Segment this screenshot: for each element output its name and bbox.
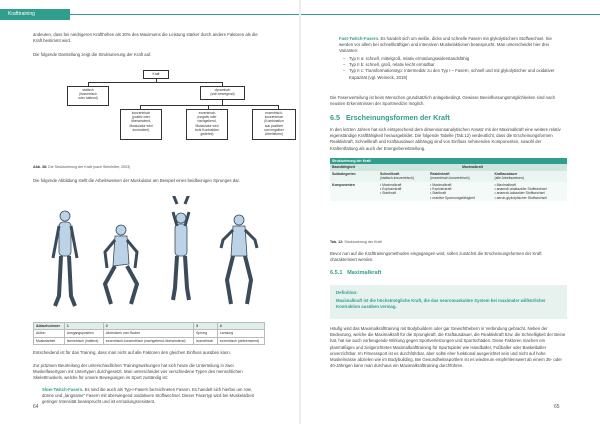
paragraph-max-strength: Häufig wird das Maximalkrafttraining mit Bodybuildern oder gar Gewichthebern in Verbindung gebracht. Neben der Bedeutung, welche die Maximalkraft für die Sprungkraft, die Kraftausdauer, die Reaktivkraft bzw. die Schnelligkeit der Beine hat, hat sie auch vorbeugende Wirkung gegen Sportverletzungen und Sportschäden. Diese Faktoren machen ein planmäßiges und zielgerichtetes Maximalkrafttraining für Sportspieler wie Handballer, Fußballer oder Basketballer unverzichtbar. Im Fitnesssport ist es durchführbar, aber sollte eher funktional ausgerichtet sein und nicht auf hohe Muskelmasse abzielen wie im Bodybuilding. Bei Gesundheitssportlern ist es wiederum empfehlenswert ab einem 35- oder 40-Jährigen kann man durchaus ein Maximalkrafttraining durchführen. [330,326,566,369]
diagram-node-dynamic: dynamisch (sich bewegend) [200,86,245,100]
table-cell: • Maximalkraft • Explosivkraft • Startkraft [378,182,428,202]
paragraph-fiber-types: Zur präzisen Beurteilung der unterschiedlichen Trainingswirkungen hat sich heute die Unterteilung in zwei Muskelfasertypen mit Untertypen durchgesetzt. Man unterscheidet vier verschiedene Typen des menschlichen Skelettmuskels, welche für unsere Bewegungen im Sport zuständig ist: [33,363,243,381]
table-header: 2 [103,323,193,330]
table-cell: exzentrisch-konzentrisch (nachgebend-überwindend) [103,337,193,344]
paragraph-before-subsection: Bevor nun auf die Krafttrainingsmethoden eingegangen wird, sollen zunächst die Erscheinungsformen der Kraft charakterisiert werden. [330,251,542,263]
figure-push-off [105,225,137,304]
diagram-node-eccentric: exzentrisch (negativ oder nachgebend, Muskulatur wird trotz Kontraktion gedehnt) [186,109,228,140]
table-cell: Reaktivkraft (exzentrisch-konzentrisch) [428,171,492,182]
table-caption-12: Tab. 12: Strukturierung der Kraft [330,240,382,244]
subsection-heading: 6.5.1 Maximalkraft [330,270,382,276]
jump-phase-table [33,322,265,345]
table-cell: exzentrisch (abbremsend) [217,337,264,344]
table-header: 1 [64,323,103,330]
diagram-node-eccentric-concentric: exzentrisch- konzentrisch (Kombination aus positiver und negativer Arbeitsform) [252,109,296,140]
page-number-left: 64 [33,404,39,410]
fast-twitch-subtypes [343,56,567,81]
definition-text: Maximalkraft ist die höchstmögliche Kraft, die das neuromuskuläre System bei maximaler willkürlicher Kontraktion ausüben vermag. [336,298,546,310]
running-head-rule [70,14,299,15]
paragraph-intro: andeuten, dass bei niedrigeren Krafthöhen als 30% des Maximums die Leistung stärker durch andere Faktoren als die Kraft bestimmt wird. [33,32,258,44]
list-item: – Typ II a: schnell, mittelgroß, relativ ermüdungswiderstandsfähig [343,56,567,62]
table-header: Basisfähigkeit [330,164,378,170]
table-header: Maximalkraft [378,164,567,170]
figure-jump [173,196,189,300]
figure-landing [221,215,257,304]
table-row [330,171,567,182]
table-header: 3 [194,323,218,330]
table-cell: isometrisch (haltend) [64,337,103,344]
page-number-right: 65 [554,404,560,410]
table-title: Strukturierung der Kraft [330,158,567,164]
jump-sequence-illustration [33,196,265,318]
table-row [34,330,265,337]
strength-structure-table [330,158,567,201]
table-cell: Schnellkraft (statisch-konzentrisch) [378,171,428,182]
table-cell: Abdrücken vom Boden [103,330,193,337]
table-cell: Aktion [34,330,65,337]
diagram-node-concentric: konzentrisch (positiv oder überwindend, Muskulatur wird kontrahiert) [120,109,162,140]
paragraph-diagram-intro: Die folgende Darstellung zeigt die Strukturierung der Kraft auf. [33,52,152,57]
left-page [0,0,299,424]
definition-label: Definition: [336,290,358,295]
figure-caption-38: Abb. 38: Die Strukturierung der Kraft (nach Steinhöfer, 2003) [33,165,131,169]
table-cell: Muskelarbeit [34,337,65,344]
table-row [34,337,265,344]
table-cell: Ausgangsposition [64,330,103,337]
list-item: – Typ II c: Transformationstyp: Intermediär zu den Typ I – Fasern, schnell und mit glykolytischer und oxidativer Kapazität (vgl. Weineck, 2019) [343,68,567,80]
paragraph-section-intro: In den letzten Jahren hat sich entsprechend dem dimensionsanalytischen Ansatz mit der Maximalkraft eine weitere relativ eigenständige Kraftfähigkeit herausgebildet. Die folgende Tabelle (Tab.12) verdeutlicht, dass die Erscheinungsformen Reaktivkraft, Schnellkraft und Kraftausdauer abhängig sind von Einfluss nehmenden Komponenten, sowohl der Kraftentfaltung als auch der Energiebereitstellung. [330,127,561,151]
figure-start-position [53,211,77,306]
table-header: 4 [217,323,264,330]
running-head: Krafttraining [0,9,70,20]
table-cell: • Maximalkraft • anaerob-alaktazider Stoffwechsel • anaerob-laktazider Stoffwechsel • aerob-glykolytischer Stoffwechsel [492,182,567,202]
list-item-fast-twitch: Fast-Twitch-Fasern. Es handelt sich um weiße, dicke und schnelle Fasern mit glykolytischem Stoffwechsel. Sie werden vor allem bei schnellkräftigen und intensiven Muskelaktionen beansprucht. Man unterscheidet hier drei Varianten: [339,36,552,54]
table-cell: Sprung [194,330,218,337]
paragraph-fiber-distribution: Die Fasenverteilung ist beim Menschen grundsätzlich anlagebedingt. Gewisse Beeinflussungsmöglichkeiten sind nach neusten Erkenntnissen der Sportmedizin möglich. [330,95,555,107]
list-item: – Typ II b: schnell, groß, relativ leicht ermüdbar [343,62,567,68]
table-row [330,182,567,202]
list-item-slow-twitch: Slow-Twitch-Fasern. Es sind die auch als Typ-I-Fasern bezeichneten Fasern. Es handelt sich hierbei um rote, dünne und „langsame" Fasern mit überwiegend oxidativem Stoffwechsel. Dieser Fasertyp wird bei Muskelarbeit geringer Intensität beansprucht und ist ermüdungsresistent. [42,387,254,405]
table-cell: Komponenten [330,182,378,202]
paragraph-jump-intro: Die folgende Abbildung stellt die Arbeitsweisen der Muskulatur am Beispiel eines beidbeinigen Sprunges dar. [33,178,240,183]
table-cell: isometrisch [194,337,218,344]
table-cell: Subkategorien [330,171,378,182]
right-page [301,0,600,424]
section-heading: 6.5 Erscheinungsformen der Kraft [330,113,450,122]
paragraph-training-influence: Entscheidend ist für das Training, dass man nicht auf alle Faktoren den gleichen Einfluss ausüben kann. [33,350,232,355]
definition-box [330,285,567,319]
table-cell: • Maximalkraft • Explosivkraft • Startkraft • reaktive Spannungsfähigkeit [428,182,492,202]
diagram-node-static: statisch (isometrisch oder haltend) [67,86,109,106]
diagram-node-root: Kraft [143,70,169,79]
running-head-rule-right [301,14,600,15]
table-cell: Kraftausdauer (alle Arbeitsweisen) [492,171,567,182]
table-cell: Landung [217,330,264,337]
table-header: Ablaufnummer [34,323,65,330]
